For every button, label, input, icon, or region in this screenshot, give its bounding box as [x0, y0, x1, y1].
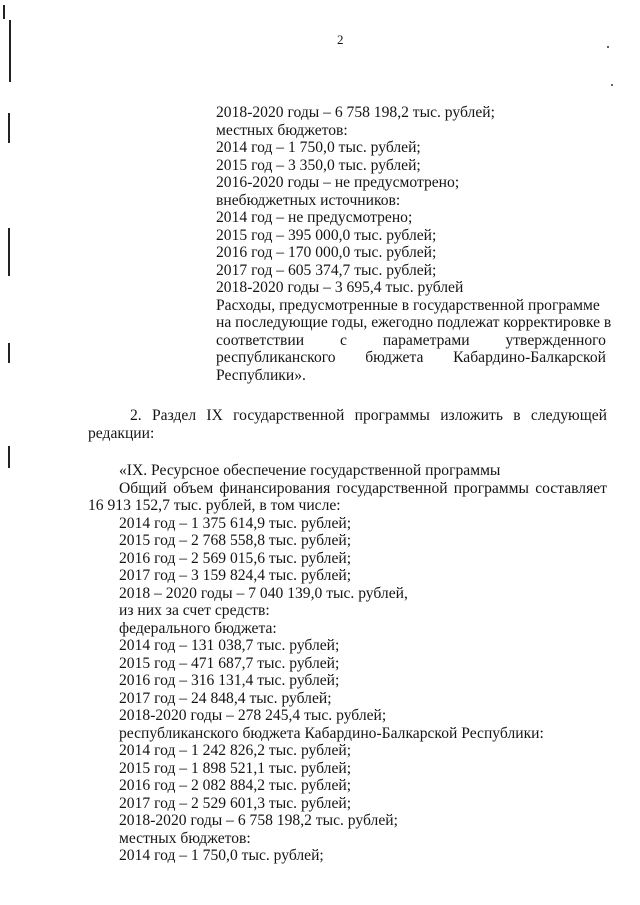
funding-item: 2017 год – 3 159 824,4 тыс. рублей; — [119, 567, 352, 584]
section-heading: «IX. Ресурсное обеспечение государственной программы — [119, 462, 501, 479]
funding-item: 2014 год – 1 242 826,2 тыс. рублей; — [119, 742, 352, 759]
text-line: 2014 год – 1 750,0 тыс. рублей; — [216, 139, 421, 156]
funding-item: местных бюджетов: — [119, 829, 251, 847]
funding-item: федерального бюджета: — [119, 619, 277, 637]
funding-item: 2016 год – 2 082 884,2 тыс. рублей; — [119, 777, 352, 794]
funding-item: 2014 год – 131 038,7 тыс. рублей; — [119, 637, 340, 654]
text-line: 2018-2020 годы – 6 758 198,2 тыс. рублей; — [216, 104, 495, 121]
note-line-text: Расходы, предусмотренные в государственной программе — [216, 296, 600, 314]
scan-speck — [611, 84, 613, 86]
section-2-line: редакции: — [88, 424, 155, 442]
text-line: 2017 год – 605 374,7 тыс. рублей; — [216, 261, 437, 279]
text-line: местных бюджетов: — [216, 121, 348, 139]
funding-item: 2018-2020 годы – 6 758 198,2 тыс. рублей; — [119, 812, 398, 829]
word: государственной — [336, 479, 448, 497]
section-2-line — [130, 407, 607, 425]
word: изложить — [440, 407, 503, 424]
word: утвержденного — [505, 331, 606, 349]
intro-line: 16 913 152,7 тыс. рублей, в том числе: — [88, 497, 341, 514]
word: с — [340, 331, 347, 349]
text-line: 2016 год – 170 000,0 тыс. рублей; — [216, 244, 437, 261]
funding-item: 2015 год – 471 687,7 тыс. рублей; — [119, 654, 340, 672]
note-line — [216, 297, 606, 315]
word: соответствии — [216, 331, 305, 349]
funding-item: 2014 год – 1 375 614,9 тыс. рублей; — [119, 514, 352, 532]
word: параметрами — [382, 331, 470, 349]
note-line-text: на последующие годы, ежегодно подлежат корректировке в — [216, 314, 612, 331]
word: следующей — [530, 407, 607, 424]
word: объем — [173, 479, 214, 497]
scan-edge-mark — [3, 5, 5, 19]
funding-item: 2018-2020 годы – 278 245,4 тыс. рублей; — [119, 707, 387, 724]
word: государственной — [233, 407, 345, 424]
scan-edge-mark — [9, 20, 11, 82]
funding-item: из них за счет средств: — [119, 602, 270, 619]
funding-item: 2016 год – 316 131,4 тыс. рублей; — [119, 672, 340, 689]
note-line-justified — [216, 332, 606, 350]
word: программы — [453, 479, 530, 497]
text-line: 2014 год – не предусмотрено; — [216, 209, 413, 226]
funding-item: республиканского бюджета Кабардино-Балкарской Республики: — [119, 724, 544, 742]
funding-item: 2015 год – 1 898 521,1 тыс. рублей; — [119, 759, 352, 777]
text-line: 2015 год – 395 000,0 тыс. рублей; — [216, 226, 437, 244]
intro-line-justified — [119, 480, 607, 498]
word: бюджета — [365, 349, 424, 366]
note-line — [216, 314, 612, 332]
scan-edge-mark — [8, 446, 10, 468]
funding-item: 2014 год – 1 750,0 тыс. рублей; — [119, 847, 324, 864]
word: 2. — [130, 407, 142, 424]
page-number: 2 — [337, 32, 344, 47]
funding-item: 2017 год – 2 529 601,3 тыс. рублей; — [119, 794, 352, 812]
word: Общий — [119, 479, 167, 497]
text-line: 2018-2020 годы – 3 695,4 тыс. рублей — [216, 279, 464, 296]
word: Кабардино-Балкарской — [453, 349, 606, 366]
funding-item: 2016 год – 2 569 015,6 тыс. рублей; — [119, 549, 352, 567]
text-line: внебюджетных источников: — [216, 191, 401, 209]
scan-edge-mark — [8, 228, 10, 276]
word: IX — [206, 407, 223, 424]
word: программы — [354, 407, 430, 424]
note-line-justified — [216, 349, 606, 367]
text-line: 2015 год – 3 350,0 тыс. рублей; — [216, 156, 421, 174]
note-line: Республики». — [216, 366, 306, 384]
scan-edge-mark — [8, 343, 10, 363]
text-line: 2016-2020 годы – не предусмотрено; — [216, 174, 460, 191]
word: финансирования — [219, 479, 331, 497]
funding-item: 2018 – 2020 годы – 7 040 139,0 тыс. рублей, — [119, 584, 408, 602]
word: составляет — [535, 479, 607, 497]
funding-item: 2015 год – 2 768 558,8 тыс. рублей; — [119, 532, 352, 549]
word: Раздел — [152, 407, 197, 424]
word: республиканского — [216, 349, 336, 366]
scan-edge-mark — [8, 113, 10, 143]
funding-item: 2017 год – 24 848,4 тыс. рублей; — [119, 689, 332, 707]
word: в — [513, 407, 521, 424]
scan-speck — [607, 46, 609, 48]
